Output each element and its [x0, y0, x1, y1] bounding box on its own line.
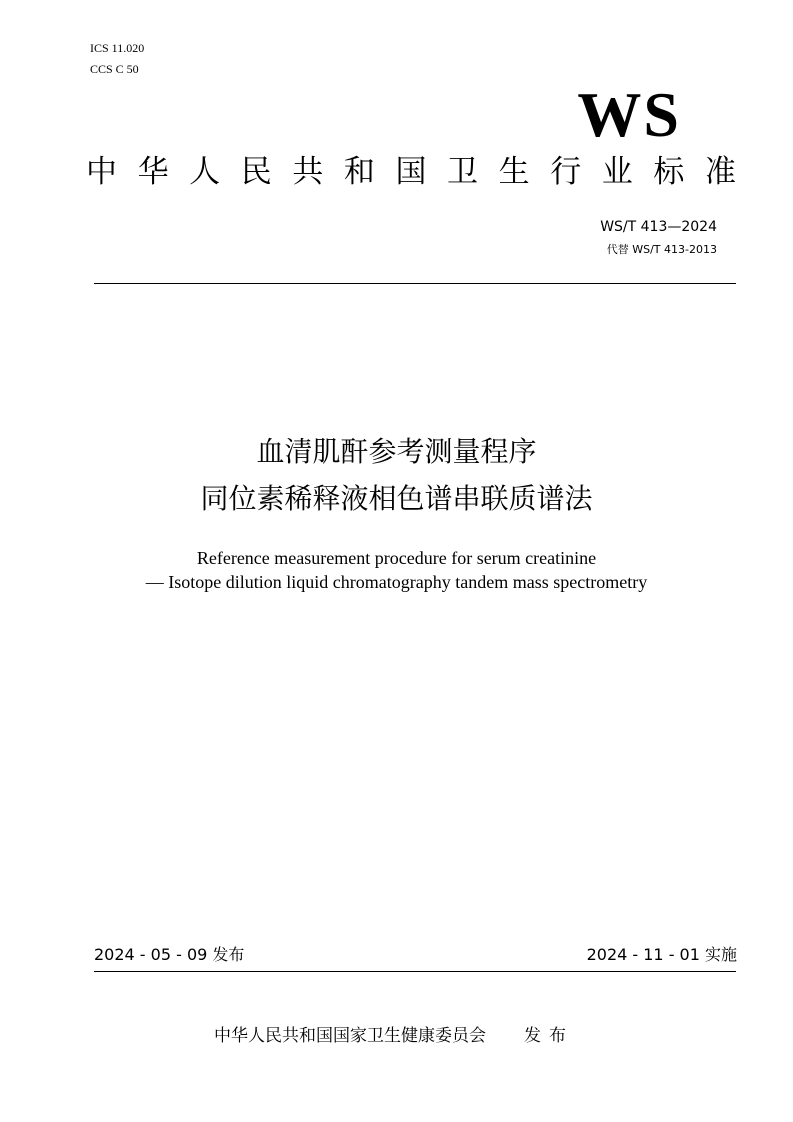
header-divider [94, 283, 736, 284]
replaces-standard: 代替 WS/T 413-2013 [606, 243, 717, 256]
standard-title-char: 生 [498, 154, 530, 190]
publisher-name: 中华人民共和国国家卫生健康委员会 [214, 1026, 486, 1046]
standard-title-char: 民 [240, 154, 272, 190]
standard-title-char: 华 [137, 154, 169, 190]
title-cn-line1: 血清肌酐参考测量程序 [256, 435, 537, 468]
standard-category-title [86, 150, 736, 194]
publisher [214, 1024, 574, 1048]
title-en-line1: Reference measurement procedure for serum creatinine [196, 548, 597, 568]
standard-title-char: 中 [86, 154, 117, 190]
standard-title-char: 国 [395, 154, 427, 190]
standard-title-char: 准 [704, 154, 736, 190]
ics-code: ICS 11.020 [90, 41, 145, 55]
title-cn-line2: 同位素稀释液相色谱串联质谱法 [200, 482, 593, 515]
footer-divider [94, 971, 736, 972]
standard-title-char: 和 [343, 154, 375, 190]
standard-title-char: 人 [189, 154, 221, 190]
standard-number: WS/T 413—2024 [600, 219, 717, 235]
publisher-action: 发布 [524, 1026, 574, 1046]
implementation-date: 2024 - 11 - 01 实施 [586, 945, 737, 964]
standard-title-char: 业 [601, 154, 633, 190]
title-en-line2: — Isotope dilution liquid chromatography tandem mass spectrometry [145, 572, 648, 592]
classification-codes [90, 38, 144, 80]
ccs-code: CCS C 50 [90, 62, 139, 76]
standard-title-char: 卫 [447, 154, 479, 190]
standard-title-char: 共 [292, 154, 324, 190]
standard-title-char: 标 [653, 154, 685, 190]
ws-logo: WS [577, 79, 681, 150]
standard-title-char: 行 [550, 154, 582, 190]
issue-date: 2024 - 05 - 09 发布 [94, 945, 245, 964]
